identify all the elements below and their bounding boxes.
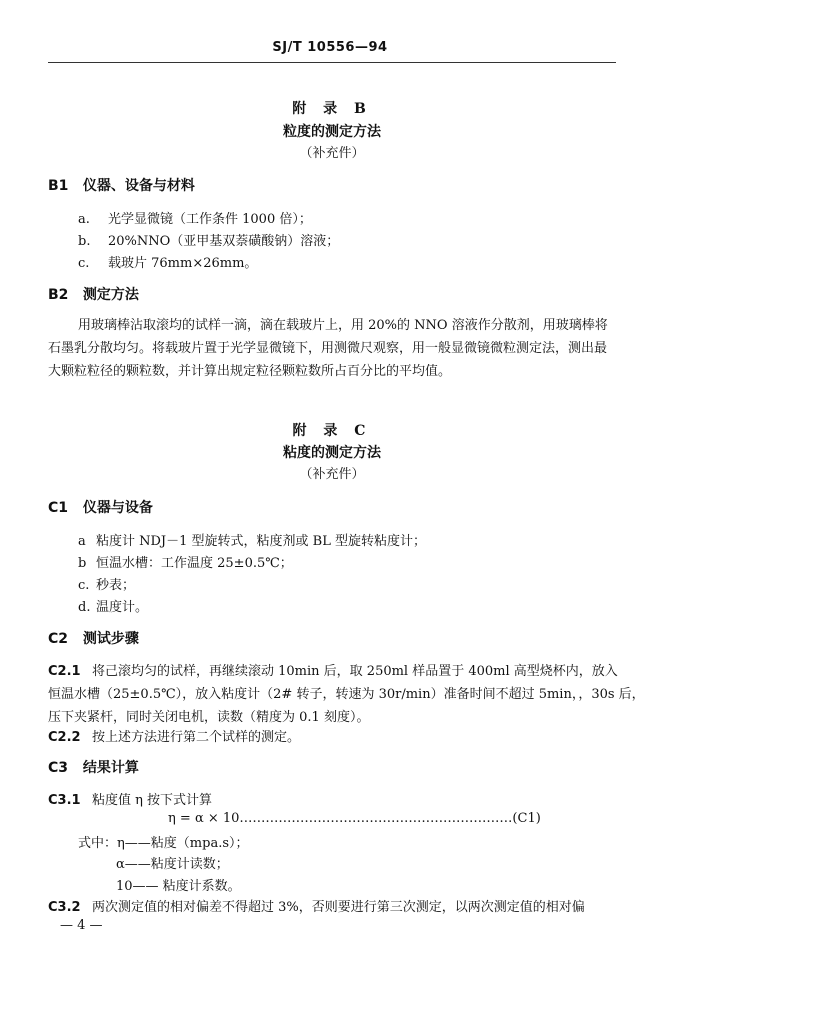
clause-c2-1-line1 [48,660,618,679]
list-item-text: 温度计。 [96,600,149,615]
formula-ten: 10—— 粘度计系数。 [116,879,241,894]
list-item-c1-b [78,552,293,571]
list-item-text: 光学显微镜（工作条件 1000 倍）； [108,212,312,227]
section-c3-number: C3 [48,760,69,776]
list-item-mark: c. [78,578,90,593]
section-c1-title: 仪器与设备 [82,500,153,516]
formula-alpha: α——粘度计读数； [116,857,229,872]
appendix-b-title: 附 录 B [292,101,372,117]
section-b1-title: 仪器、设备与材料 [82,178,195,194]
formula-c1: η = α × 10………………………………………………………(C1) [168,811,541,826]
list-item-b1-b [78,230,339,249]
list-item-text: 秒表； [96,578,136,593]
clause-c2-1-text: 将己滚均匀的试样，再继续滚动 10min 后，取 250ml 样品置于 400ml 高型烧杯内，放入 [92,664,618,679]
appendix-b-subtitle: 粒度的测定方法 [283,124,381,140]
list-item-mark: a. [78,212,90,227]
standard-code-header: SJ/T 10556—94 [272,40,388,55]
list-item-mark: b. [78,234,91,249]
section-b2-heading [48,284,139,304]
list-item-c1-c [78,574,135,593]
clause-c2-1-line2: 恒温水槽（25±0.5℃），放入粘度计（2# 转子，转速为 30r/min）准备时间不超过 5min，，30s 后， [48,687,645,702]
clause-c3-2-number: C3.2 [48,900,81,915]
clause-c2-2 [48,726,300,745]
clause-c2-1-line3: 压下夹紧杆，同时关闭电机，读数（精度为 0.1 刻度）。 [48,710,370,725]
list-item-text: 载玻片 76mm×26mm。 [108,256,258,271]
section-c1-number: C1 [48,500,69,516]
section-b2-title: 测定方法 [82,287,139,303]
clause-c2-2-number: C2.2 [48,730,81,745]
clause-c3-2-text: 两次测定值的相对偏差不得超过 3%，否则要进行第三次测定，以两次测定值的相对偏 [92,900,585,915]
list-item-b1-c [78,252,257,271]
list-item-mark: a [78,534,86,549]
list-item-text: 恒温水槽：工作温度 25±0.5℃； [96,556,293,571]
list-item-c1-a [78,530,426,549]
section-b1-heading [48,175,195,195]
list-item-b1-a [78,208,312,227]
section-b1-number: B1 [48,178,69,194]
appendix-c-subtitle: 粘度的测定方法 [283,445,381,461]
appendix-c-title: 附 录 C [292,423,372,439]
appendix-b-note: （补充件） [299,146,365,161]
header-rule [48,62,616,63]
section-c2-number: C2 [48,631,69,647]
clause-c3-1 [48,789,212,808]
list-item-mark: c. [78,256,90,271]
clause-c2-2-text: 按上述方法进行第二个试样的测定。 [92,730,301,745]
formula-where: 式中：η——粘度（mpa.s）； [78,836,249,851]
section-b2-paragraph: 用玻璃棒沾取滚均的试样一滴，滴在载玻片上，用 20%的 NNO 溶液作分散剂，用玻璃棒将石墨乳分散均匀。将载玻片置于光学显微镜下，用测微尺观察，用一般显微镜微粒测定法，测出最大颗粒粒径的颗粒数，并计算出规定粒径颗粒数所占百分比的平均值。 [48,318,608,379]
list-item-text: 20%NNO（亚甲基双萘磺酸钠）溶液； [108,234,340,249]
section-c2-heading [48,628,139,648]
list-item-mark: b [78,556,87,571]
section-c1-heading [48,497,153,517]
list-item-mark: d. [78,600,91,615]
clause-c3-1-number: C3.1 [48,793,81,808]
clause-c3-1-text: 粘度值 η 按下式计算 [92,793,213,808]
list-item-text: 粘度计 NDJ－1 型旋转式，粘度剂或 BL 型旋转粘度计； [96,534,426,549]
section-c3-title: 结果计算 [82,760,139,776]
clause-c3-2 [48,896,585,915]
section-b2-number: B2 [48,287,69,303]
page-number: — 4 — [60,918,103,933]
clause-c2-1-number: C2.1 [48,664,81,679]
section-c3-heading [48,757,139,777]
appendix-c-note: （补充件） [299,467,365,482]
section-c2-title: 测试步骤 [82,631,139,647]
list-item-c1-d [78,596,148,615]
